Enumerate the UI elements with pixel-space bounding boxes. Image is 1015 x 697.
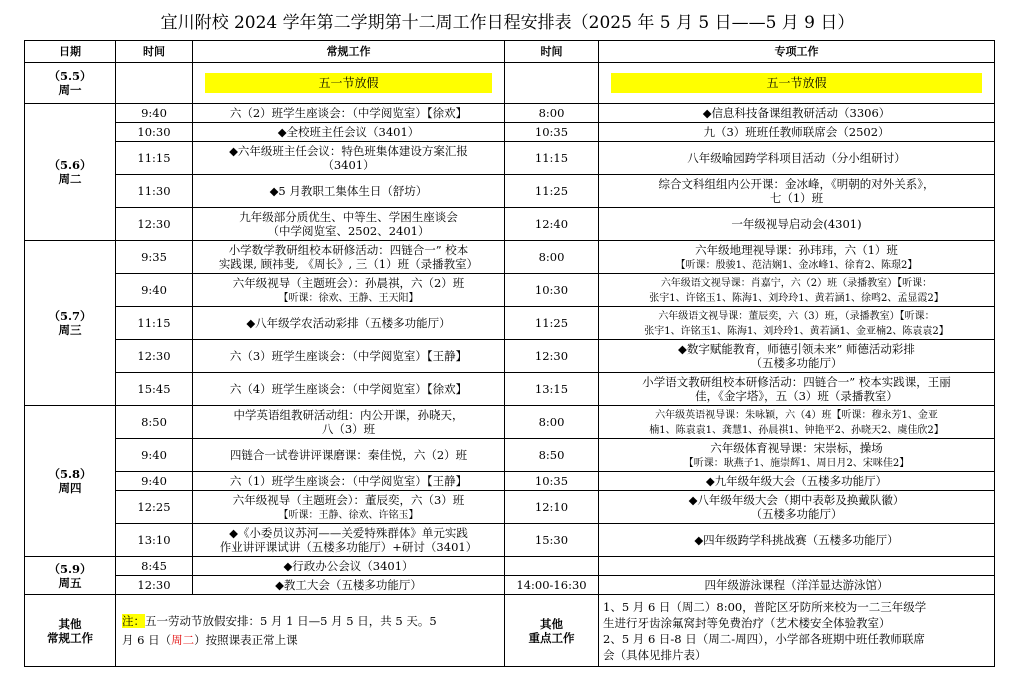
attendee-list: 张宇1、许铭玉1、陈海1、刘玲玲1、黄若涵1、金亚楠2、陈袁袁2】: [644, 326, 949, 337]
table-row: [25, 406, 995, 439]
routine-cell: 六（4）班学生座谈会：（中学阅览室）【徐欢】: [193, 373, 505, 406]
routine-cell: ◆行政办公会议（3401）: [193, 557, 505, 576]
table-row: [25, 63, 995, 104]
routine-line: ◆《小委员议苏河——关爱特殊群体》单元实践: [229, 526, 468, 540]
special-cell: 四年级游泳课程（洋洋显达游泳馆）: [599, 576, 995, 595]
time-cell: 15:30: [505, 524, 599, 557]
time-cell: 11:25: [505, 175, 599, 208]
time-cell: [116, 63, 193, 104]
weekday-label: 周三: [58, 323, 82, 337]
special-cell: [599, 557, 995, 576]
special-cell: [599, 406, 995, 439]
other-row: [25, 595, 995, 667]
special-line: ◆八年级年级大会（期中表彰及换戴队徽）: [688, 493, 905, 507]
special-line: 小学语文教研组校本研修活动：四链合一” 校本实践课，王丽: [642, 375, 951, 389]
time-cell: 9:40: [116, 439, 193, 472]
special-cell: ◆信息科技备课组教研活动（3306）: [599, 104, 995, 123]
special-line: 六年级体育视导课：宋崇标，操场: [710, 440, 883, 455]
key-item: 1、5 月 6 日（周二）8:00，普陀区牙防所来校为一二三年级学: [603, 599, 927, 614]
holiday-label: 五一节放假: [205, 73, 492, 93]
time-cell: 11:25: [505, 307, 599, 340]
special-cell: [599, 175, 995, 208]
time-cell: 10:35: [505, 123, 599, 142]
table-row: [25, 340, 995, 373]
time-cell: 9:40: [116, 104, 193, 123]
special-line: （五楼多功能厅）: [750, 356, 843, 370]
special-cell: [599, 439, 995, 472]
time-cell: 10:30: [116, 123, 193, 142]
routine-cell: [193, 208, 505, 241]
time-cell: 9:40: [116, 274, 193, 307]
time-cell: 12:25: [116, 491, 193, 524]
attendee-list: 张宇1、许铭玉1、陈海1、刘玲玲1、黄若涵1、徐鸣2、孟显霞2】: [649, 293, 944, 304]
date-label: （5.7）: [48, 309, 92, 323]
time-cell: 13:10: [116, 524, 193, 557]
special-cell: ◆九年级年级大会（五楼多功能厅）: [599, 472, 995, 491]
time-cell: 9:35: [116, 241, 193, 274]
attendee-list: 【听课：殷骏1、范洁娴1、金冰峰1、徐育2、陈璟2】: [675, 259, 918, 271]
special-line: 六年级地理视导课：孙玮玮，六（1）班: [695, 242, 898, 257]
routine-cell: ◆教工大会（五楼多功能厅）: [193, 576, 505, 595]
date-cell: [25, 406, 116, 557]
other-key-label: [505, 595, 599, 667]
attendee-list: 楠1、陈袁袁1、龚慧1、孙晨祺1、钟艳平2、孙晓天2、虞佳欣2】: [649, 425, 944, 436]
table-row: [25, 576, 995, 595]
routine-line: （3401）: [322, 158, 375, 172]
note-prefix: 注：: [122, 613, 145, 628]
special-cell: [599, 63, 995, 104]
routine-cell: [193, 274, 505, 307]
routine-cell: [193, 491, 505, 524]
header-special: 专项工作: [599, 41, 995, 63]
time-cell: 8:00: [505, 241, 599, 274]
table-row: [25, 472, 995, 491]
time-cell: 12:30: [116, 340, 193, 373]
date-label: （5.6）: [48, 158, 92, 172]
note-text: 月 6 日（: [122, 632, 172, 647]
routine-cell: 六（2）班学生座谈会：（中学阅览室）【徐欢】: [193, 104, 505, 123]
weekday-label: 周四: [58, 481, 82, 495]
other-label-line: 其他: [58, 616, 82, 631]
table-row: [25, 373, 995, 406]
holiday-label: 五一节放假: [611, 73, 982, 93]
time-cell: 12:30: [116, 208, 193, 241]
time-cell: 11:30: [116, 175, 193, 208]
special-line: 七（1）班: [769, 191, 824, 205]
time-cell: 10:30: [505, 274, 599, 307]
date-label: （5.9）: [48, 561, 92, 576]
routine-cell: [193, 241, 505, 274]
routine-line: ◆六年级班主任会议：特色班集体建设方案汇报: [229, 144, 468, 158]
note-highlight: 周二: [171, 632, 195, 647]
routine-line: 作业讲评课试讲（五楼多功能厅）+研讨（3401）: [219, 540, 478, 554]
routine-line: 实践课, 顾祎斐, 《周长》, 三（1）班（录播教室）: [218, 257, 479, 271]
key-item: 生进行牙齿涂氟窝封等免费治疗（艺术楼安全体验教室）: [603, 615, 891, 630]
time-cell: 11:15: [116, 307, 193, 340]
table-row: [25, 123, 995, 142]
routine-line: （中学阅览室、2502、2401）: [267, 224, 430, 238]
table-row: [25, 208, 995, 241]
special-line: 综合文科组组内公开课：金冰峰，《明朝的对外关系》，: [658, 177, 935, 191]
time-cell: 11:15: [505, 142, 599, 175]
attendee-list: 【听课：王静、徐欢、许铭玉】: [278, 509, 419, 521]
other-routine-label: [25, 595, 116, 667]
routine-cell: 六（1）班学生座谈会：（中学阅览室）【王静】: [193, 472, 505, 491]
other-label-line: 其他: [540, 616, 563, 631]
header-row: [25, 41, 995, 63]
time-cell: 9:40: [116, 472, 193, 491]
time-cell: 8:50: [116, 406, 193, 439]
time-cell: 8:45: [116, 557, 193, 576]
key-item: 会（具体见排片表）: [603, 647, 707, 662]
table-row: [25, 307, 995, 340]
page-title: 宜川附校 2024 学年第二学期第十二周工作日程安排表（2025 年 5 月 5 日——5 月 9 日）: [160, 13, 855, 33]
routine-line: 中学英语组教研活动组：内公开课，孙晓天，: [233, 408, 464, 422]
special-cell: ◆四年级跨学科挑战赛（五楼多功能厅）: [599, 524, 995, 557]
table-row: [25, 104, 995, 123]
special-line: ◆数字赋能教育，师德引领未来” 师德活动彩排: [678, 342, 915, 356]
header-date: 日期: [25, 41, 116, 63]
attendee-list: 【听课：徐欢、王静、王天阳】: [278, 292, 419, 304]
header-routine: 常规工作: [193, 41, 505, 63]
table-row: [25, 274, 995, 307]
weekday-label: 周二: [58, 172, 82, 186]
time-cell: 8:00: [505, 104, 599, 123]
routine-cell: [193, 406, 505, 439]
time-cell: 15:45: [116, 373, 193, 406]
schedule-table: [24, 40, 995, 667]
routine-cell: ◆全校班主任会议（3401）: [193, 123, 505, 142]
table-row: [25, 241, 995, 274]
routine-cell: ◆八年级学农活动彩排（五楼多功能厅）: [193, 307, 505, 340]
routine-line: 九年级部分质优生、中等生、学困生座谈会: [239, 210, 458, 224]
header-time: 时间: [505, 41, 599, 63]
routine-line: 八（3）班: [321, 422, 376, 436]
routine-line: 小学数学教研组校本研修活动：四链合一” 校本: [228, 243, 469, 257]
table-row: [25, 142, 995, 175]
time-cell: 12:30: [116, 576, 193, 595]
special-line: 六年级语文视导课：董辰奕，六（3）班，（录播教室）【听课：: [658, 311, 935, 322]
time-cell: 8:00: [505, 406, 599, 439]
time-cell: [505, 63, 599, 104]
routine-line: 六年级视导（主题班会）：董辰奕，六（3）班: [232, 492, 465, 507]
time-cell: 12:40: [505, 208, 599, 241]
time-cell: 12:10: [505, 491, 599, 524]
weekday-label: 周五: [58, 575, 82, 590]
time-cell: 12:30: [505, 340, 599, 373]
weekday-label: 周一: [58, 83, 82, 97]
time-cell: 11:15: [116, 142, 193, 175]
special-cell: 九（3）班班任教师联席会（2502）: [599, 123, 995, 142]
date-label: （5.8）: [48, 467, 92, 481]
special-cell: [599, 340, 995, 373]
date-cell: [25, 63, 116, 104]
routine-cell: [193, 142, 505, 175]
date-label: （5.5）: [48, 69, 92, 83]
special-line: 六年级语文视导课：肖嘉宁，六（2）班（录播教室）【听课：: [660, 278, 933, 289]
table-row: [25, 557, 995, 576]
special-line: （五楼多功能厅）: [750, 507, 843, 521]
table-row: [25, 175, 995, 208]
routine-cell: 六（3）班学生座谈会：（中学阅览室）【王静】: [193, 340, 505, 373]
routine-cell: [193, 63, 505, 104]
time-cell: 14:00-16:30: [505, 576, 599, 595]
time-cell: 10:35: [505, 472, 599, 491]
routine-cell: [193, 524, 505, 557]
date-cell: [25, 241, 116, 406]
key-item: 2、5 月 6 日-8 日（周二-周四），小学部各班期中班任教师联席: [603, 631, 925, 646]
routine-cell: 四链合一试卷讲评课磨课：秦佳悦，六（2）班: [193, 439, 505, 472]
table-row: [25, 439, 995, 472]
special-line: 六年级英语视导课：朱咏颖，六（4）班【听课：穆永芳1、金亚: [655, 410, 938, 421]
special-cell: 八年级喻园跨学科项目活动（分小组研讨）: [599, 142, 995, 175]
other-label-line: 常规工作: [47, 630, 93, 645]
special-cell: [599, 373, 995, 406]
holiday-note: [116, 595, 505, 667]
table-row: [25, 491, 995, 524]
special-cell: [599, 307, 995, 340]
routine-cell: ◆5 月教职工集体生日（舒坊）: [193, 175, 505, 208]
key-work-list: [599, 595, 995, 667]
time-cell: 8:50: [505, 439, 599, 472]
special-cell: [599, 274, 995, 307]
note-text: ）按照课表正常上课: [194, 632, 298, 647]
time-cell: 13:15: [505, 373, 599, 406]
attendee-list: 【听课：耿燕子1、施崇辉1、周日月2、宋咪佳2】: [683, 457, 910, 469]
special-cell: 一年级视导启动会(4301): [599, 208, 995, 241]
date-cell: [25, 557, 116, 595]
special-line: 佳，《金字塔》，五（3）班（录播教室）: [695, 389, 898, 403]
routine-line: 六年级视导（主题班会）：孙晨祺，六（2）班: [232, 275, 465, 290]
time-cell: [505, 557, 599, 576]
special-cell: [599, 491, 995, 524]
special-cell: [599, 241, 995, 274]
header-time: 时间: [116, 41, 193, 63]
table-row: [25, 524, 995, 557]
date-cell: [25, 104, 116, 241]
note-text: 五一劳动节放假安排：5 月 1 日—5 月 5 日，共 5 天。5: [145, 613, 437, 628]
other-label-line: 重点工作: [528, 630, 575, 645]
